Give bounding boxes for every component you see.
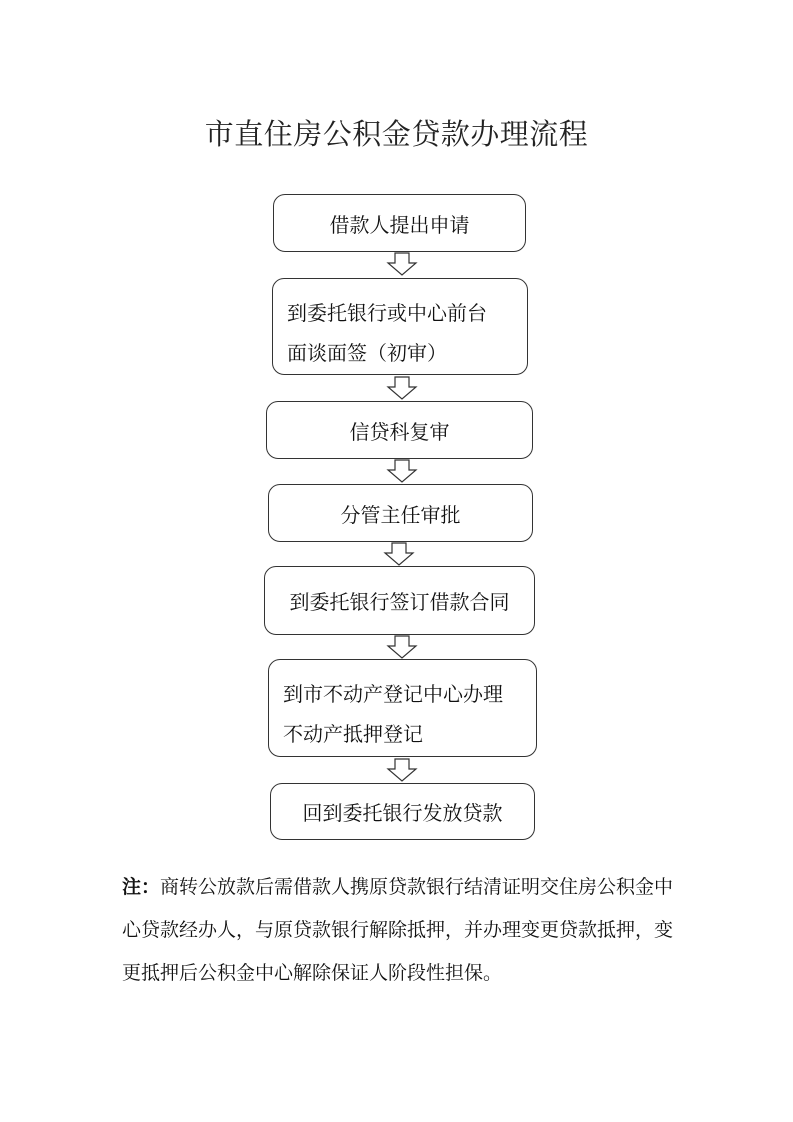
note-text: 商转公放款后需借款人携原贷款银行结清证明交住房公积金中心贷款经办人，与原贷款银行解除抵押，并办理变更贷款抵押，变更抵押后公积金中心解除保证人阶段性担保。 <box>122 876 674 984</box>
flow-step-text: 借款人提出申请 <box>329 212 470 237</box>
flow-arrow-6 <box>388 759 416 781</box>
flow-step-text: 到委托银行或中心前台 <box>287 301 487 325</box>
flow-arrow-2 <box>388 377 416 399</box>
flow-step-text: 回到委托银行发放贷款 <box>302 801 503 825</box>
flow-step-text: 面谈面签（初审） <box>287 341 447 365</box>
note-label: 注： <box>122 876 161 898</box>
flow-arrow-3 <box>388 460 416 482</box>
note-paragraph <box>122 866 682 995</box>
flow-arrow-1 <box>388 253 416 275</box>
flow-step-text: 到委托银行签订借款合同 <box>289 590 510 614</box>
flow-step-text: 分管主任审批 <box>340 502 461 527</box>
page-title: 市直住房公积金贷款办理流程 <box>204 117 589 151</box>
flow-step-text: 信贷科复审 <box>349 419 450 444</box>
flow-arrow-5 <box>388 636 416 658</box>
flow-step-text: 到市不动产登记中心办理 <box>283 682 503 706</box>
flow-step-text: 不动产抵押登记 <box>283 722 423 746</box>
flow-arrow-4 <box>385 543 413 565</box>
